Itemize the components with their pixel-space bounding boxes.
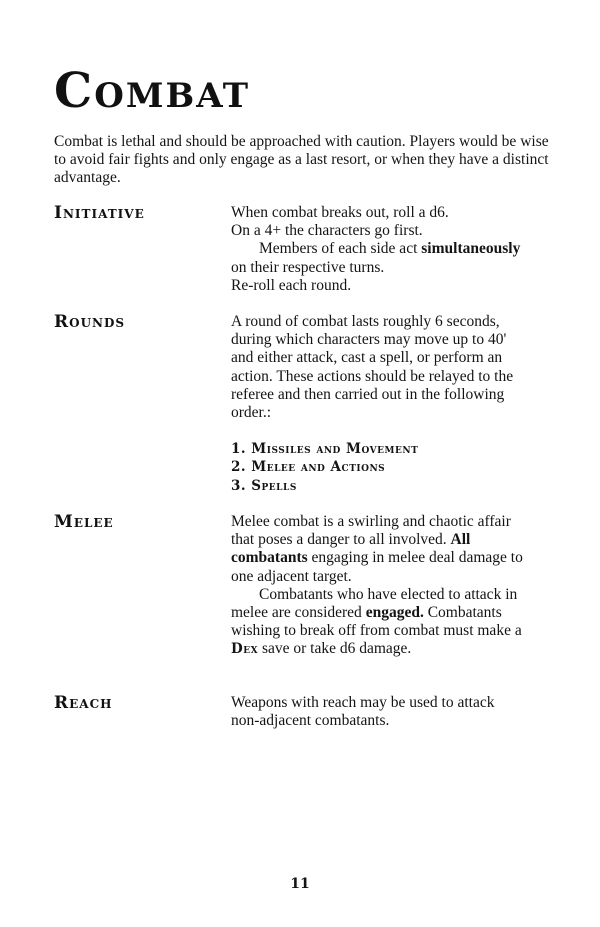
- order-item-1: 1. Missiles and Movement: [231, 441, 419, 458]
- melee-paragraph-2: [231, 586, 526, 659]
- order-item-2: 2. Melee and Actions: [231, 459, 386, 476]
- order-item-3: 3. Spells: [231, 477, 297, 494]
- dex-stat-label: Dex: [231, 641, 259, 658]
- melee-p1-start: Melee combat is a swirling and chaotic affair that poses a danger to all involved.: [231, 513, 511, 549]
- intro-paragraph: Combat is lethal and should be approached with caution. Players would be wise to avoid fair fights and only engage as a last resort, or when they have a distinct advantage.: [54, 133, 549, 186]
- melee-all-combatants-emphasis: All combatants: [231, 531, 471, 567]
- initiative-line-2: On a 4+ the characters go first.: [231, 222, 423, 240]
- reach-text: Weapons with reach may be used to attack non-adjacent combatants.: [231, 694, 495, 730]
- page-title: Combat: [54, 63, 251, 119]
- initiative-simultaneously-emphasis: simultaneously: [421, 240, 521, 258]
- initiative-line-1: When combat breaks out, roll a d6.: [231, 204, 449, 221]
- initiative-line-last: Re-roll each round.: [231, 276, 352, 294]
- section-body-melee: [231, 513, 526, 659]
- initiative-para2-start: Members of each side act: [259, 240, 418, 258]
- melee-engaged-emphasis: engaged.: [365, 604, 424, 622]
- section-heading-melee: Melee: [54, 512, 114, 532]
- section-heading-reach: Reach: [54, 693, 113, 713]
- combat-order-list: [231, 440, 526, 495]
- melee-p1-end: engaging in melee deal damage to one adjacent target.: [231, 549, 523, 585]
- initiative-para2-end: on their respective turns.: [231, 258, 385, 276]
- section-body-rounds: [231, 313, 526, 495]
- section-body-reach: [231, 694, 526, 730]
- section-heading-initiative: Initiative: [54, 203, 145, 223]
- page-number: 11: [290, 876, 310, 892]
- melee-paragraph-1: [231, 513, 526, 586]
- rounds-text: A round of combat lasts roughly 6 seconds, during which characters may move up to 40' and either attack, cast a spell, or perform an action. These actions should be relayed to the referee and then carried out in the following order.:: [231, 313, 514, 422]
- section-heading-rounds: Rounds: [54, 312, 126, 332]
- melee-p2-end: save or take d6 damage.: [258, 640, 412, 658]
- section-body-initiative: [231, 204, 526, 295]
- initiative-paragraph-2: [231, 240, 526, 276]
- melee-p2-mid: Combatants wishing to break off from combat must make a: [231, 604, 522, 640]
- melee-p2-start: Combatants who have elected to attack in melee are considered: [231, 585, 518, 622]
